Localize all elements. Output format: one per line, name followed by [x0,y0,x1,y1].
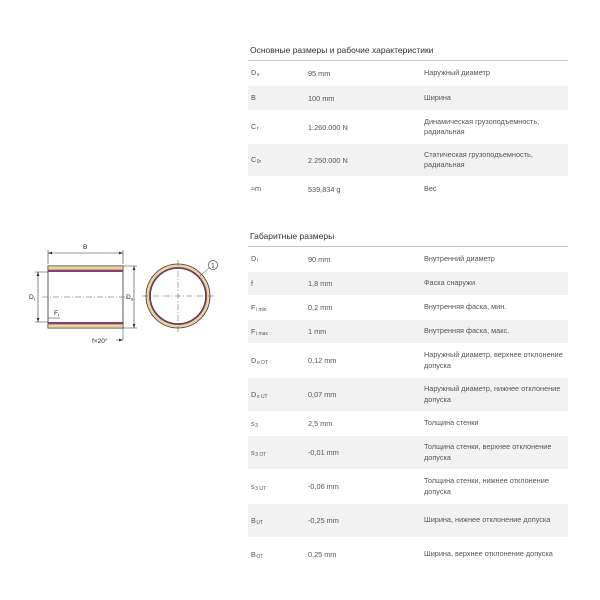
dimension-chamfer [92,328,123,345]
value: 539,834 g [308,184,341,194]
bushing-front-view [142,260,218,332]
value: 1 mm [308,327,327,336]
main-dimensions-section [248,40,568,202]
bushing-drawing [28,236,240,352]
value: 90 mm [308,254,331,264]
label-di: $D_i$ [29,294,35,302]
description: Внутренний диаметр [424,253,495,263]
value: -0,01 mm [308,448,339,457]
symbol: $D_{o OT}$ [251,355,268,366]
value: 1.260.000 N [308,122,348,132]
bushing-side-view [42,266,129,328]
description: Ширина, верхнее отклонение допуска [424,549,553,559]
description: Ширина [424,92,451,102]
value: 0,2 mm [308,303,333,312]
table-row [248,86,568,111]
symbol: ≈m [251,184,262,193]
value: -0,25 mm [308,516,339,525]
table-row [248,436,568,470]
label-chamfer: f×20° [92,338,108,345]
table-row [248,470,568,504]
value: 0,07 mm [308,390,337,399]
dimensions-section [248,226,568,572]
table-row [248,144,568,177]
symbol: $B_{OT}$ [251,549,264,560]
dimension-do [123,266,137,328]
symbol: $s_{3 OT}$ [251,447,267,458]
description: Динамическая грузоподъемность, радиальная [424,116,540,136]
description: Толщина стенки, нижнее отклонение допуска [424,476,549,496]
symbol: $B_{UT}$ [251,515,264,526]
description: Внутренняя фаска, макс. [424,326,510,336]
description: Внутренняя фаска, мин. [424,302,507,312]
table-row [248,111,568,144]
symbol: $D_o$ [251,68,260,78]
symbol: $C_{0r}$ [251,155,262,165]
value: 0,25 mm [308,550,337,559]
value: 1,8 mm [308,279,333,288]
value: 2.250.000 N [308,155,348,165]
description: Наружный диаметр, верхнее отклонение допуска [424,350,563,370]
description: Толщина стенки [424,418,479,428]
table-row [248,412,568,436]
table-row [248,177,568,202]
table-row [248,247,568,272]
description: Толщина стенки, верхнее отклонение допуска [424,442,552,462]
value: 0,12 mm [308,356,337,365]
value: 2,5 mm [308,419,333,428]
symbol: $s_3$ [251,418,258,429]
table-row [248,538,568,572]
description: Наружный диаметр, нижнее отклонение допуска [424,384,561,404]
table-row [248,504,568,538]
symbol: $s_{3 UT}$ [251,481,266,492]
table-row [248,378,568,412]
symbol: $D_i$ [251,254,258,264]
value: -0,06 mm [308,482,339,491]
label-do: $D_o$ [126,294,134,302]
value: 100 mm [308,93,335,103]
callout-1: 1 [211,263,215,270]
description: Наружный диаметр [424,67,490,77]
section-title: Габаритные размеры [248,226,568,247]
description: Статическая грузоподъемность, радиальная [424,149,533,169]
label-fi: $F_i$ [54,310,59,318]
description: Фаска снаружи [424,278,476,288]
table-row [248,272,568,296]
symbol: $F_{i max}$ [251,326,268,337]
description: Вес [424,183,437,193]
dimension-b [48,244,123,264]
symbol: B [251,93,256,102]
table-row [248,344,568,378]
symbol: $D_{o UT}$ [251,389,268,400]
symbol: f [251,278,254,288]
label-b: B [83,244,88,251]
symbol: $C_r$ [251,122,259,132]
symbol: $F_{i min}$ [251,302,267,313]
section-title: Основные размеры и рабочие характеристики [248,40,568,61]
description: Ширина, нижнее отклонение допуска [424,515,551,525]
table-row [248,296,568,320]
table-row [248,320,568,344]
table-row [248,61,568,86]
value: 95 mm [308,68,331,78]
